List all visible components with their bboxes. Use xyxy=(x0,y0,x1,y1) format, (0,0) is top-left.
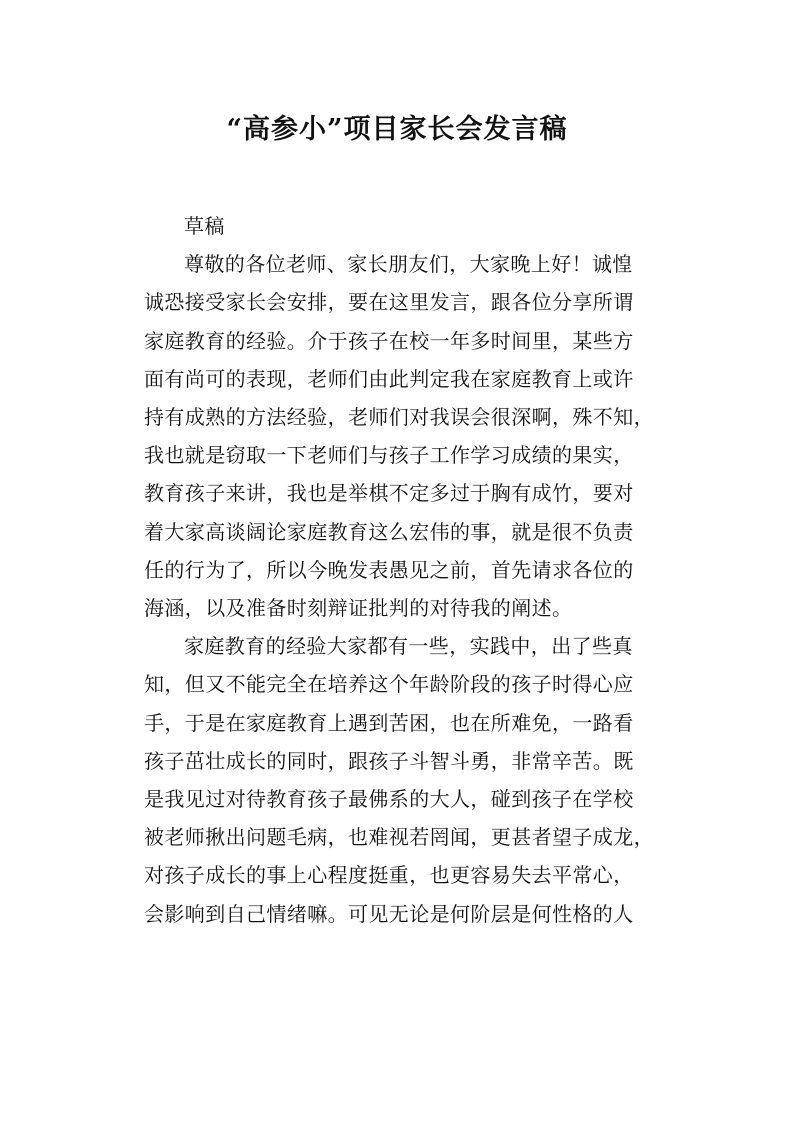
paragraph-line: 孩子茁壮成长的同时，跟孩子斗智斗勇，非常辛苦。既 xyxy=(144,748,634,773)
paragraph-line: 家庭教育的经验大家都有一些，实践中，出了些真 xyxy=(184,634,633,659)
paragraph-line: 我也就是窃取一下老师们与孩子工作学习成绩的果实， xyxy=(144,443,634,468)
paragraph-1 xyxy=(144,245,660,627)
paragraph-line: 诚恐接受家长会安排，要在这里发言，跟各位分享所谓 xyxy=(144,290,634,315)
paragraph-line: 家庭教育的经验。介于孩子在校一年多时间里，某些方 xyxy=(144,328,634,353)
paragraph-line: 会影响到自己情绪嘛。可见无论是何阶层是何性格的人 xyxy=(144,901,634,926)
paragraph-line: 是我见过对待教育孩子最佛系的大人，碰到孩子在学校 xyxy=(144,787,634,812)
document-body xyxy=(144,207,660,933)
paragraph-line: 对孩子成长的事上心程度挺重，也更容易失去平常心， xyxy=(144,863,634,888)
paragraph-line: 海涵，以及准备时刻辩证批判的对待我的阐述。 xyxy=(144,596,573,621)
paragraph-line: 被老师揪出问题毛病，也难视若罔闻，更甚者望子成龙， xyxy=(144,825,654,850)
document-title: “高参小”项目家长会发言稿 xyxy=(226,114,568,145)
subtitle-paragraph xyxy=(144,207,660,245)
subtitle-line: 草稿 xyxy=(184,214,225,238)
paragraph-line: 着大家高谈阔论家庭教育这么宏伟的事，就是很不负责 xyxy=(144,519,634,544)
paragraph-2 xyxy=(144,627,660,933)
paragraph-line: 知，但又不能完全在培养这个年龄阶段的孩子时得心应 xyxy=(144,672,634,697)
paragraph-line: 任的行为了，所以今晚发表愚见之前，首先请求各位的 xyxy=(144,557,634,582)
paragraph-line: 手，于是在家庭教育上遇到苦困，也在所难免，一路看 xyxy=(144,710,634,735)
paragraph-line: 尊敬的各位老师、家长朋友们，大家晚上好！诚惶 xyxy=(184,252,633,277)
paragraph-line: 持有成熟的方法经验，老师们对我误会很深啊，殊不知， xyxy=(144,405,654,430)
paragraph-line: 面有尚可的表现，老师们由此判定我在家庭教育上或许 xyxy=(144,366,634,391)
paragraph-line: 教育孩子来讲，我也是举棋不定多过于胸有成竹，要对 xyxy=(144,481,634,506)
